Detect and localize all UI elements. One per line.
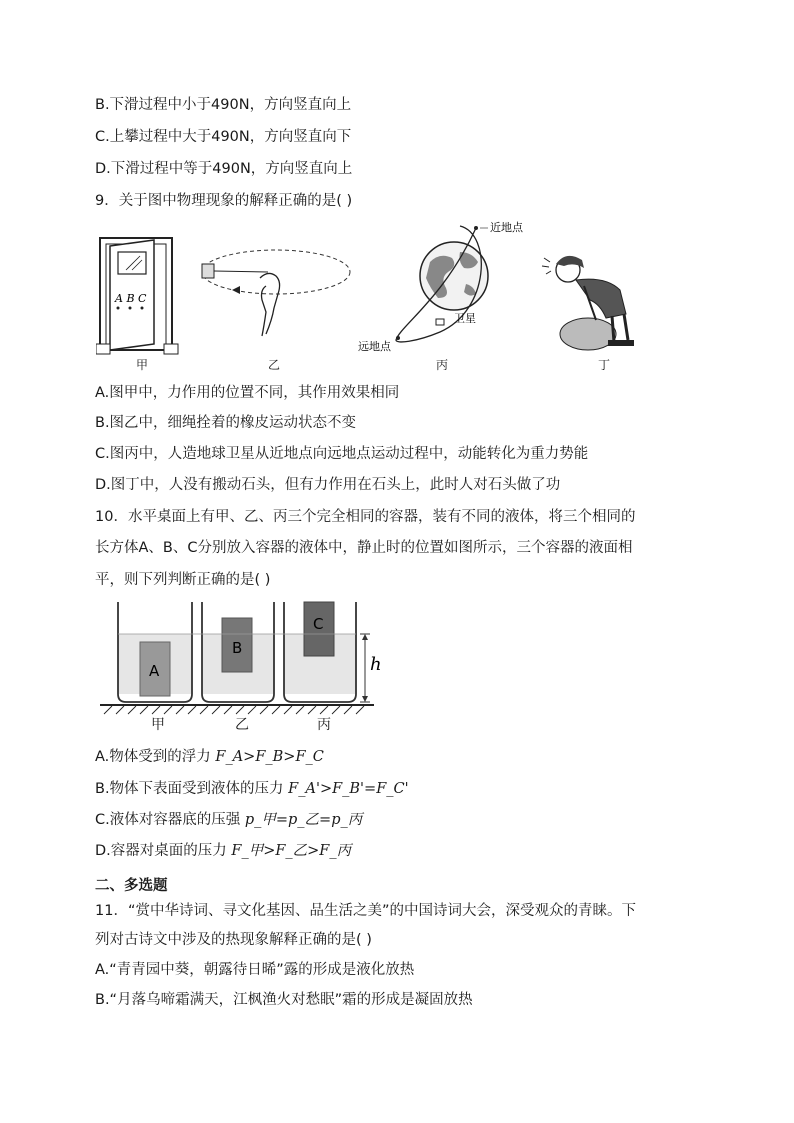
block-a-label: A [149, 662, 160, 680]
q11-stem-line2: 列对古诗文中涉及的热现象解释正确的是( ) [95, 932, 372, 948]
caption-jia-q10: 甲 [151, 717, 165, 733]
q10-option-c: C.液体对容器底的压强 p_甲=p_乙=p_丙 [95, 812, 363, 828]
q8-option-b: B.下滑过程中小于490N，方向竖直向上 [95, 97, 352, 113]
q10-stem-line2: 长方体A、B、C分别放入容器的液体中，静止时的位置如图所示，三个容器的液面相 [95, 540, 633, 556]
q10-option-d: D.容器对桌面的压力 F_甲>F_乙>F_丙 [95, 843, 352, 859]
q10-option-b: B.物体下表面受到液体的压力 F_A'>F_B'=F_C' [95, 781, 409, 797]
q9-option-c: C.图丙中，人造地球卫星从近地点向远地点运动过程中，动能转化为重力势能 [95, 446, 589, 462]
q11-option-b: B.“月落乌啼霜满天，江枫渔火对愁眠”霜的形成是凝固放热 [95, 992, 473, 1008]
caption-bing-q9: 丙 [435, 358, 448, 372]
q10-option-b-expr: F_A'>F_B'=F_C' [288, 781, 409, 797]
q10-stem-line3: 平，则下列判断正确的是( ) [95, 572, 271, 588]
section-title-multiple-choice: 二、多选题 [95, 878, 168, 894]
q9-option-a: A.图甲中，力作用的位置不同，其作用效果相同 [95, 385, 400, 401]
q10-stem-line1: 10．水平桌面上有甲、乙、丙三个完全相同的容器，装有不同的液体，将三个相同的 [95, 509, 636, 525]
q9-option-b: B.图乙中，细绳拴着的橡皮运动状态不变 [95, 415, 357, 431]
containers-figure [98, 598, 398, 716]
q8-option-c: C.上攀过程中大于490N，方向竖直向下 [95, 129, 352, 145]
caption-ding-q9: 丁 [597, 358, 610, 372]
height-label: h [370, 654, 382, 675]
door-points-label: A B C [115, 292, 147, 305]
whirl-figure [198, 246, 354, 354]
push-stone-figure [540, 250, 660, 354]
caption-yi-q9: 乙 [267, 358, 280, 372]
block-c-label: C [313, 615, 324, 633]
q9-stem: 9．关于图中物理现象的解释正确的是( ) [95, 193, 353, 209]
caption-yi-q10: 乙 [235, 717, 249, 733]
q9-option-d: D.图丁中，人没有搬动石头，但有力作用在石头上，此时人对石头做了功 [95, 477, 561, 493]
q10-option-a: A.物体受到的浮力 F_A>F_B>F_C [95, 749, 324, 765]
satellite-label: 卫星 [454, 312, 476, 325]
q11-stem-line1: 11．“赏中华诗词、寻文化基因、品生活之美”的中国诗词大会，深受观众的青睐。下 [95, 903, 636, 919]
caption-jia-q9: 甲 [135, 358, 148, 372]
orbit-figure [356, 214, 540, 360]
q10-option-c-expr: p_甲=p_乙=p_丙 [244, 812, 363, 828]
q10-option-d-expr: F_甲>F_乙>F_丙 [231, 843, 352, 859]
near-point-label: 近地点 [490, 221, 523, 234]
q8-option-d: D.下滑过程中等于490N，方向竖直向上 [95, 161, 353, 177]
caption-bing-q10: 丙 [317, 717, 331, 733]
door-figure [96, 232, 188, 360]
far-point-label: 远地点 [358, 340, 391, 353]
q11-option-a: A.“青青园中葵，朝露待日晞”露的形成是液化放热 [95, 962, 415, 978]
block-b-label: B [232, 639, 243, 657]
q10-option-a-expr: F_A>F_B>F_C [215, 749, 324, 765]
